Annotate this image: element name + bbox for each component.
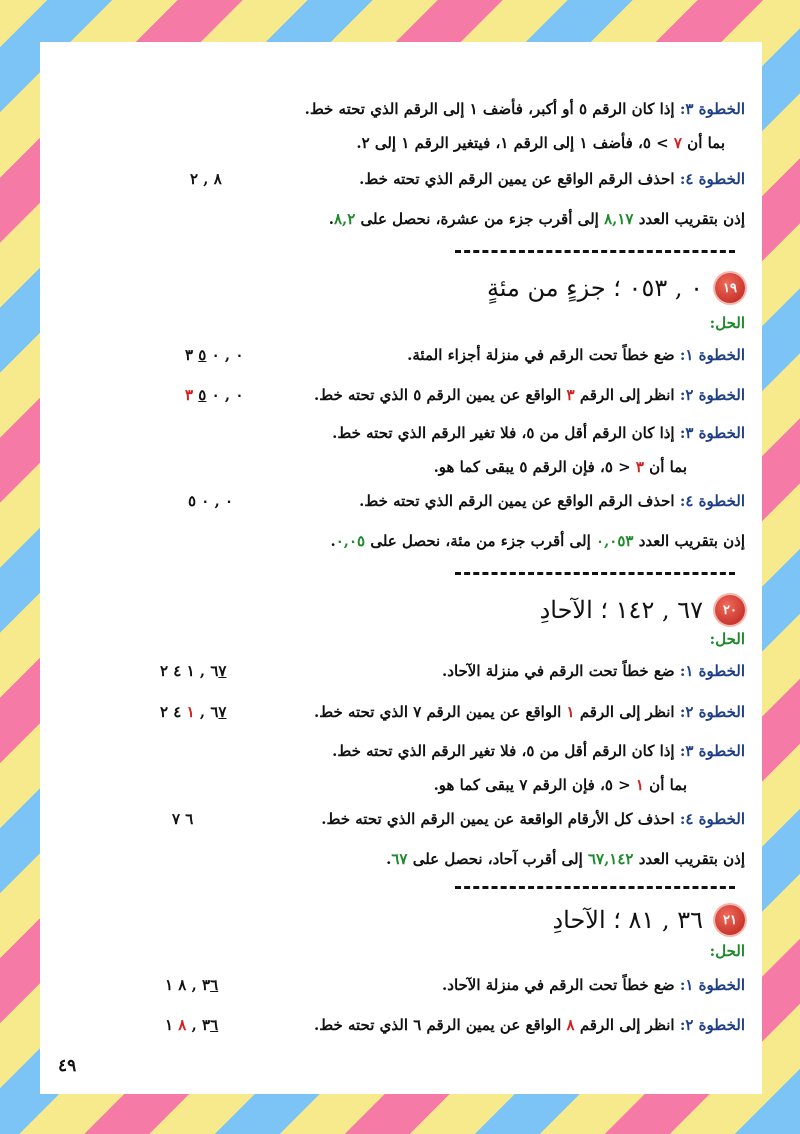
q20-step-3: الخطوة ٣: إذا كان الرقم أقل من ٥، فلا تغير الرقم الذي تحته خط.	[332, 742, 745, 760]
question-19	[487, 268, 745, 308]
q19-step-4: الخطوة ٤: احذف الرقم الواقع عن يمين الرقم الذي تحته خط.	[359, 492, 745, 510]
page-number: ٤٩	[58, 1056, 77, 1076]
question-number-badge: ٢٠	[715, 595, 745, 625]
question-text: ٦٧ , ١٤٢ ؛ الآحادِ	[539, 596, 703, 624]
q19-step-3: الخطوة ٣: إذا كان الرقم أقل من ٥، فلا تغير الرقم الذي تحته خط.	[332, 424, 745, 442]
q19-step-1-result: ٠ , ٠ ٥ ٣	[185, 346, 244, 364]
q19-step-2: الخطوة ٢: انظر إلى الرقم ٣ الواقع عن يمين الرقم ٥ الذي تحته خط.	[314, 386, 745, 404]
divider	[455, 886, 735, 893]
question-number-badge: ١٩	[715, 273, 745, 303]
q20-step-2-result: ٦٧ , ١ ٤ ٢	[160, 703, 227, 721]
solution-label: الحل:	[709, 942, 745, 960]
q19-step-1: الخطوة ١: ضع خطاً تحت الرقم في منزلة أجزاء المئة.	[407, 346, 745, 364]
q19-step-2-result: ٠ , ٠ ٥ ٣	[185, 386, 244, 404]
q19-conclusion: إذن بتقريب العدد ٠,٠٥٣ إلى أقرب جزء من مئة، نحصل على ٠,٠٥.	[330, 532, 745, 550]
q20-step-4: الخطوة ٤: احذف كل الأرقام الواقعة عن يمين الرقم الذي تحته خط.	[321, 810, 745, 828]
q21-step-1-result: ٣٦ , ٨ ١	[165, 976, 219, 994]
top-conclusion: إذن بتقريب العدد ٨,١٧ إلى أقرب جزء من عشرة، نحصل على ٨,٢.	[328, 210, 745, 228]
divider	[455, 572, 735, 579]
q21-step-2: الخطوة ٢: انظر إلى الرقم ٨ الواقع عن يمين الرقم ٦ الذي تحته خط.	[314, 1016, 745, 1034]
q20-step-4-result: ٦ ٧	[172, 810, 194, 828]
question-21	[552, 900, 745, 940]
question-number-badge: ٢١	[715, 905, 745, 935]
top-step-3-explain: بما أن ٧ > ٥، فأضف ١ إلى الرقم ١، فيتغير الرقم ١ إلى ٢.	[356, 134, 725, 152]
solution-label: الحل:	[709, 630, 745, 648]
q19-step-3-explain: بما أن ٣ < ٥، فإن الرقم ٥ يبقى كما هو.	[433, 458, 687, 476]
question-text: ٠ , ٠٥٣ ؛ جزءٍ من مئةٍ	[486, 274, 703, 302]
q20-step-1-result: ٦٧ , ١ ٤ ٢	[160, 662, 227, 680]
top-step-4-result: ٨ , ٢	[190, 170, 222, 188]
q20-conclusion: إذن بتقريب العدد ٦٧,١٤٢ إلى أقرب آحاد، نحصل على ٦٧.	[386, 850, 745, 868]
q20-step-3-explain: بما أن ١ < ٥، فإن الرقم ٧ يبقى كما هو.	[433, 776, 687, 794]
top-step-3: الخطوة ٣: إذا كان الرقم ٥ أو أكبر، فأضف ١ إلى الرقم الذي تحته خط.	[304, 100, 745, 118]
q20-step-2: الخطوة ٢: انظر إلى الرقم ١ الواقع عن يمين الرقم ٧ الذي تحته خط.	[314, 703, 745, 721]
question-20	[540, 590, 745, 630]
q21-step-2-result: ٣٦ , ٨ ١	[165, 1016, 219, 1034]
q20-step-1: الخطوة ١: ضع خطاً تحت الرقم في منزلة الآحاد.	[442, 662, 745, 680]
q19-step-4-result: ٠ , ٠ ٥	[188, 492, 234, 510]
solution-label: الحل:	[709, 314, 745, 332]
top-step-4: الخطوة ٤: احذف الرقم الواقع عن يمين الرقم الذي تحته خط.	[359, 170, 745, 188]
divider	[455, 250, 735, 257]
q21-step-1: الخطوة ١: ضع خطاً تحت الرقم في منزلة الآحاد.	[442, 976, 745, 994]
question-text: ٣٦ , ٨١ ؛ الآحادِ	[552, 906, 703, 934]
